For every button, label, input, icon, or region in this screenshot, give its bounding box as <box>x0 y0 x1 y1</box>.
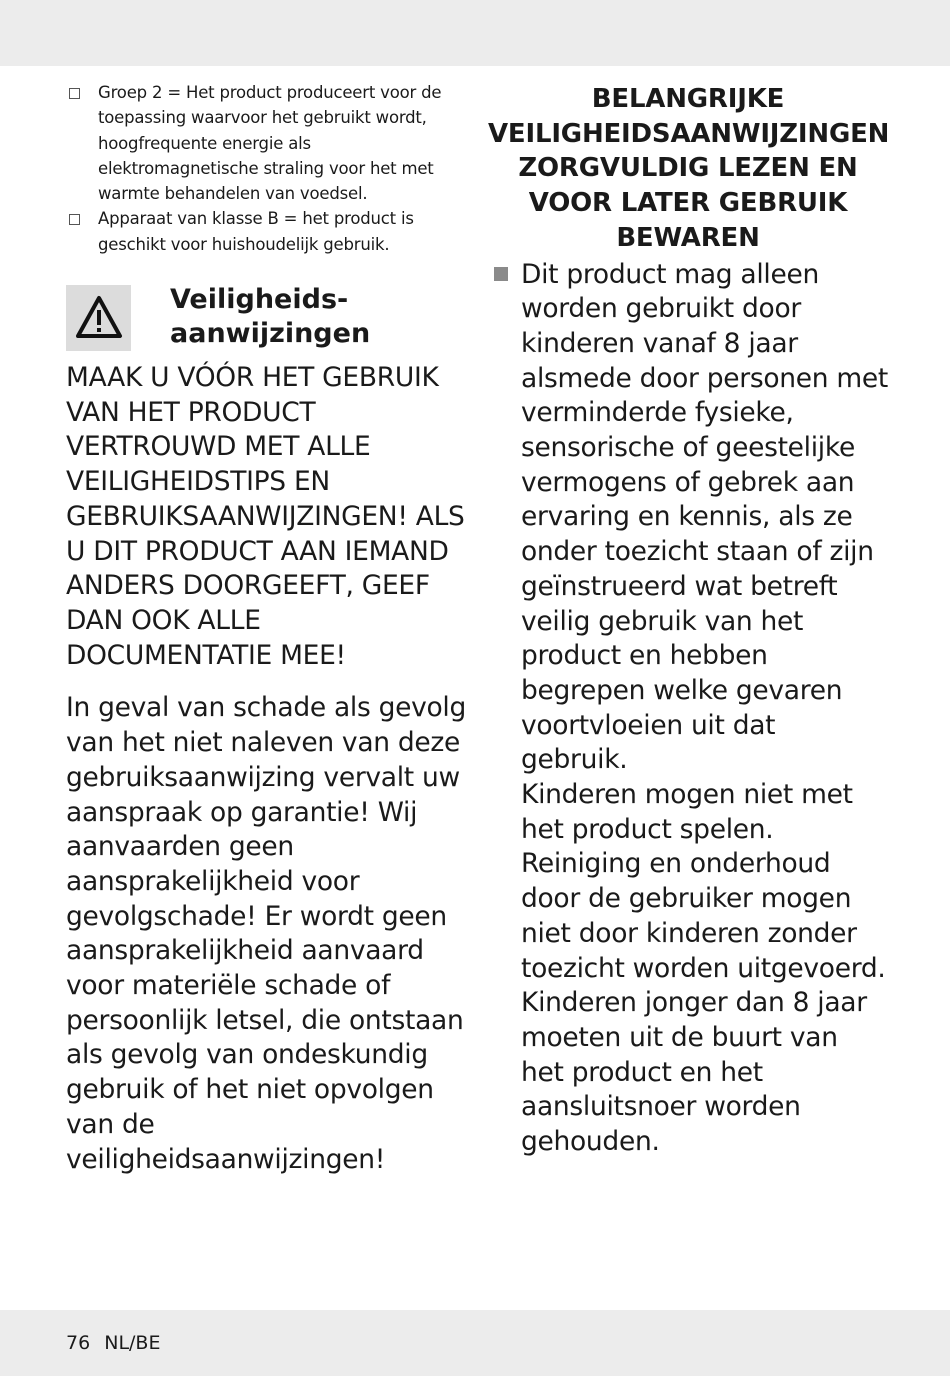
item-paragraph: Kinderen jonger dan 8 jaar moeten uit de buurt van het product en het aansluitsnoer worden gehouden. <box>521 987 867 1158</box>
item-paragraph: Dit product mag alleen worden gebruikt door kinderen vanaf 8 jaar alsmede door personen met verminderde fysieke, sensorische of geestelijke vermogens of gebrek aan ervaring en kennis, als ze onder toezicht staan of zijn geïnstrueerd wat betreft veilig gebruik van het product en hebben begrepen welke gevaren voortvloeien uit dat gebruik. <box>521 258 889 776</box>
small-list <box>66 80 466 257</box>
warning-badge <box>66 285 131 351</box>
section-title <box>170 283 370 351</box>
list-item <box>488 258 888 1160</box>
section-title-line: Veiligheids- <box>170 284 349 316</box>
warning-triangle-icon <box>74 293 124 343</box>
list-item <box>66 206 466 257</box>
section-title-line: aanwijzingen <box>170 318 371 350</box>
header-band <box>0 0 950 66</box>
checkbox-icon <box>69 88 80 99</box>
section-header <box>66 285 466 353</box>
square-bullet-icon <box>494 267 508 281</box>
checkbox-icon <box>69 214 80 225</box>
body-paragraph: In geval van schade als gevolg van het niet naleven van deze gebruiksaanwijzing vervalt uw aanspraak op garantie! Wij aanvaarden geen aansprakelijkheid voor gevolgschade! Er wordt geen aansprakelijkheid aanvaard voor materiële schade of persoonlijk letsel, die ontstaan als gevolg van ondeskundig gebruik of het niet opvolgen van de veiligheidsaanwijzingen! <box>66 692 467 1175</box>
list-item-text: Groep 2 = Het product produceert voor de toepassing waarvoor het gebruikt wordt, hoogfrequente energie als elektromagnetische straling voor het met warmte behandelen van voedsel. <box>98 83 442 204</box>
page-number: 76 <box>66 1332 91 1354</box>
caps-warning-paragraph: MAAK U VÓÓR HET GEBRUIK VAN HET PRODUCT VERTROUWD MET ALLE VEILIGHEIDSTIPS EN GEBRUIKSAANWIJZINGEN! ALS U DIT PRODUCT AAN IEMAND ANDERS DOORGEEFT, GEEF DAN OOK ALLE DOCUMENTATIE MEE! <box>66 362 465 671</box>
right-column <box>488 80 888 1160</box>
list-item-text: Apparaat van klasse B = het product is geschikt voor huishoudelijk gebruik. <box>98 209 414 254</box>
left-column <box>66 80 466 1177</box>
safety-heading: BELANGRIJKE VEILIGHEIDSAANWIJZINGEN ZORGVULDIG LEZEN EN VOOR LATER GEBRUIK BEWAREN <box>488 84 890 253</box>
list-item <box>66 80 466 206</box>
item-paragraph: Reiniging en onderhoud door de gebruiker mogen niet door kinderen zonder toezicht worden uitgevoerd. <box>521 848 886 984</box>
locale-label: NL/BE <box>104 1332 161 1354</box>
footer <box>66 1332 168 1354</box>
item-paragraph: Kinderen mogen niet met het product spelen. <box>521 779 853 845</box>
